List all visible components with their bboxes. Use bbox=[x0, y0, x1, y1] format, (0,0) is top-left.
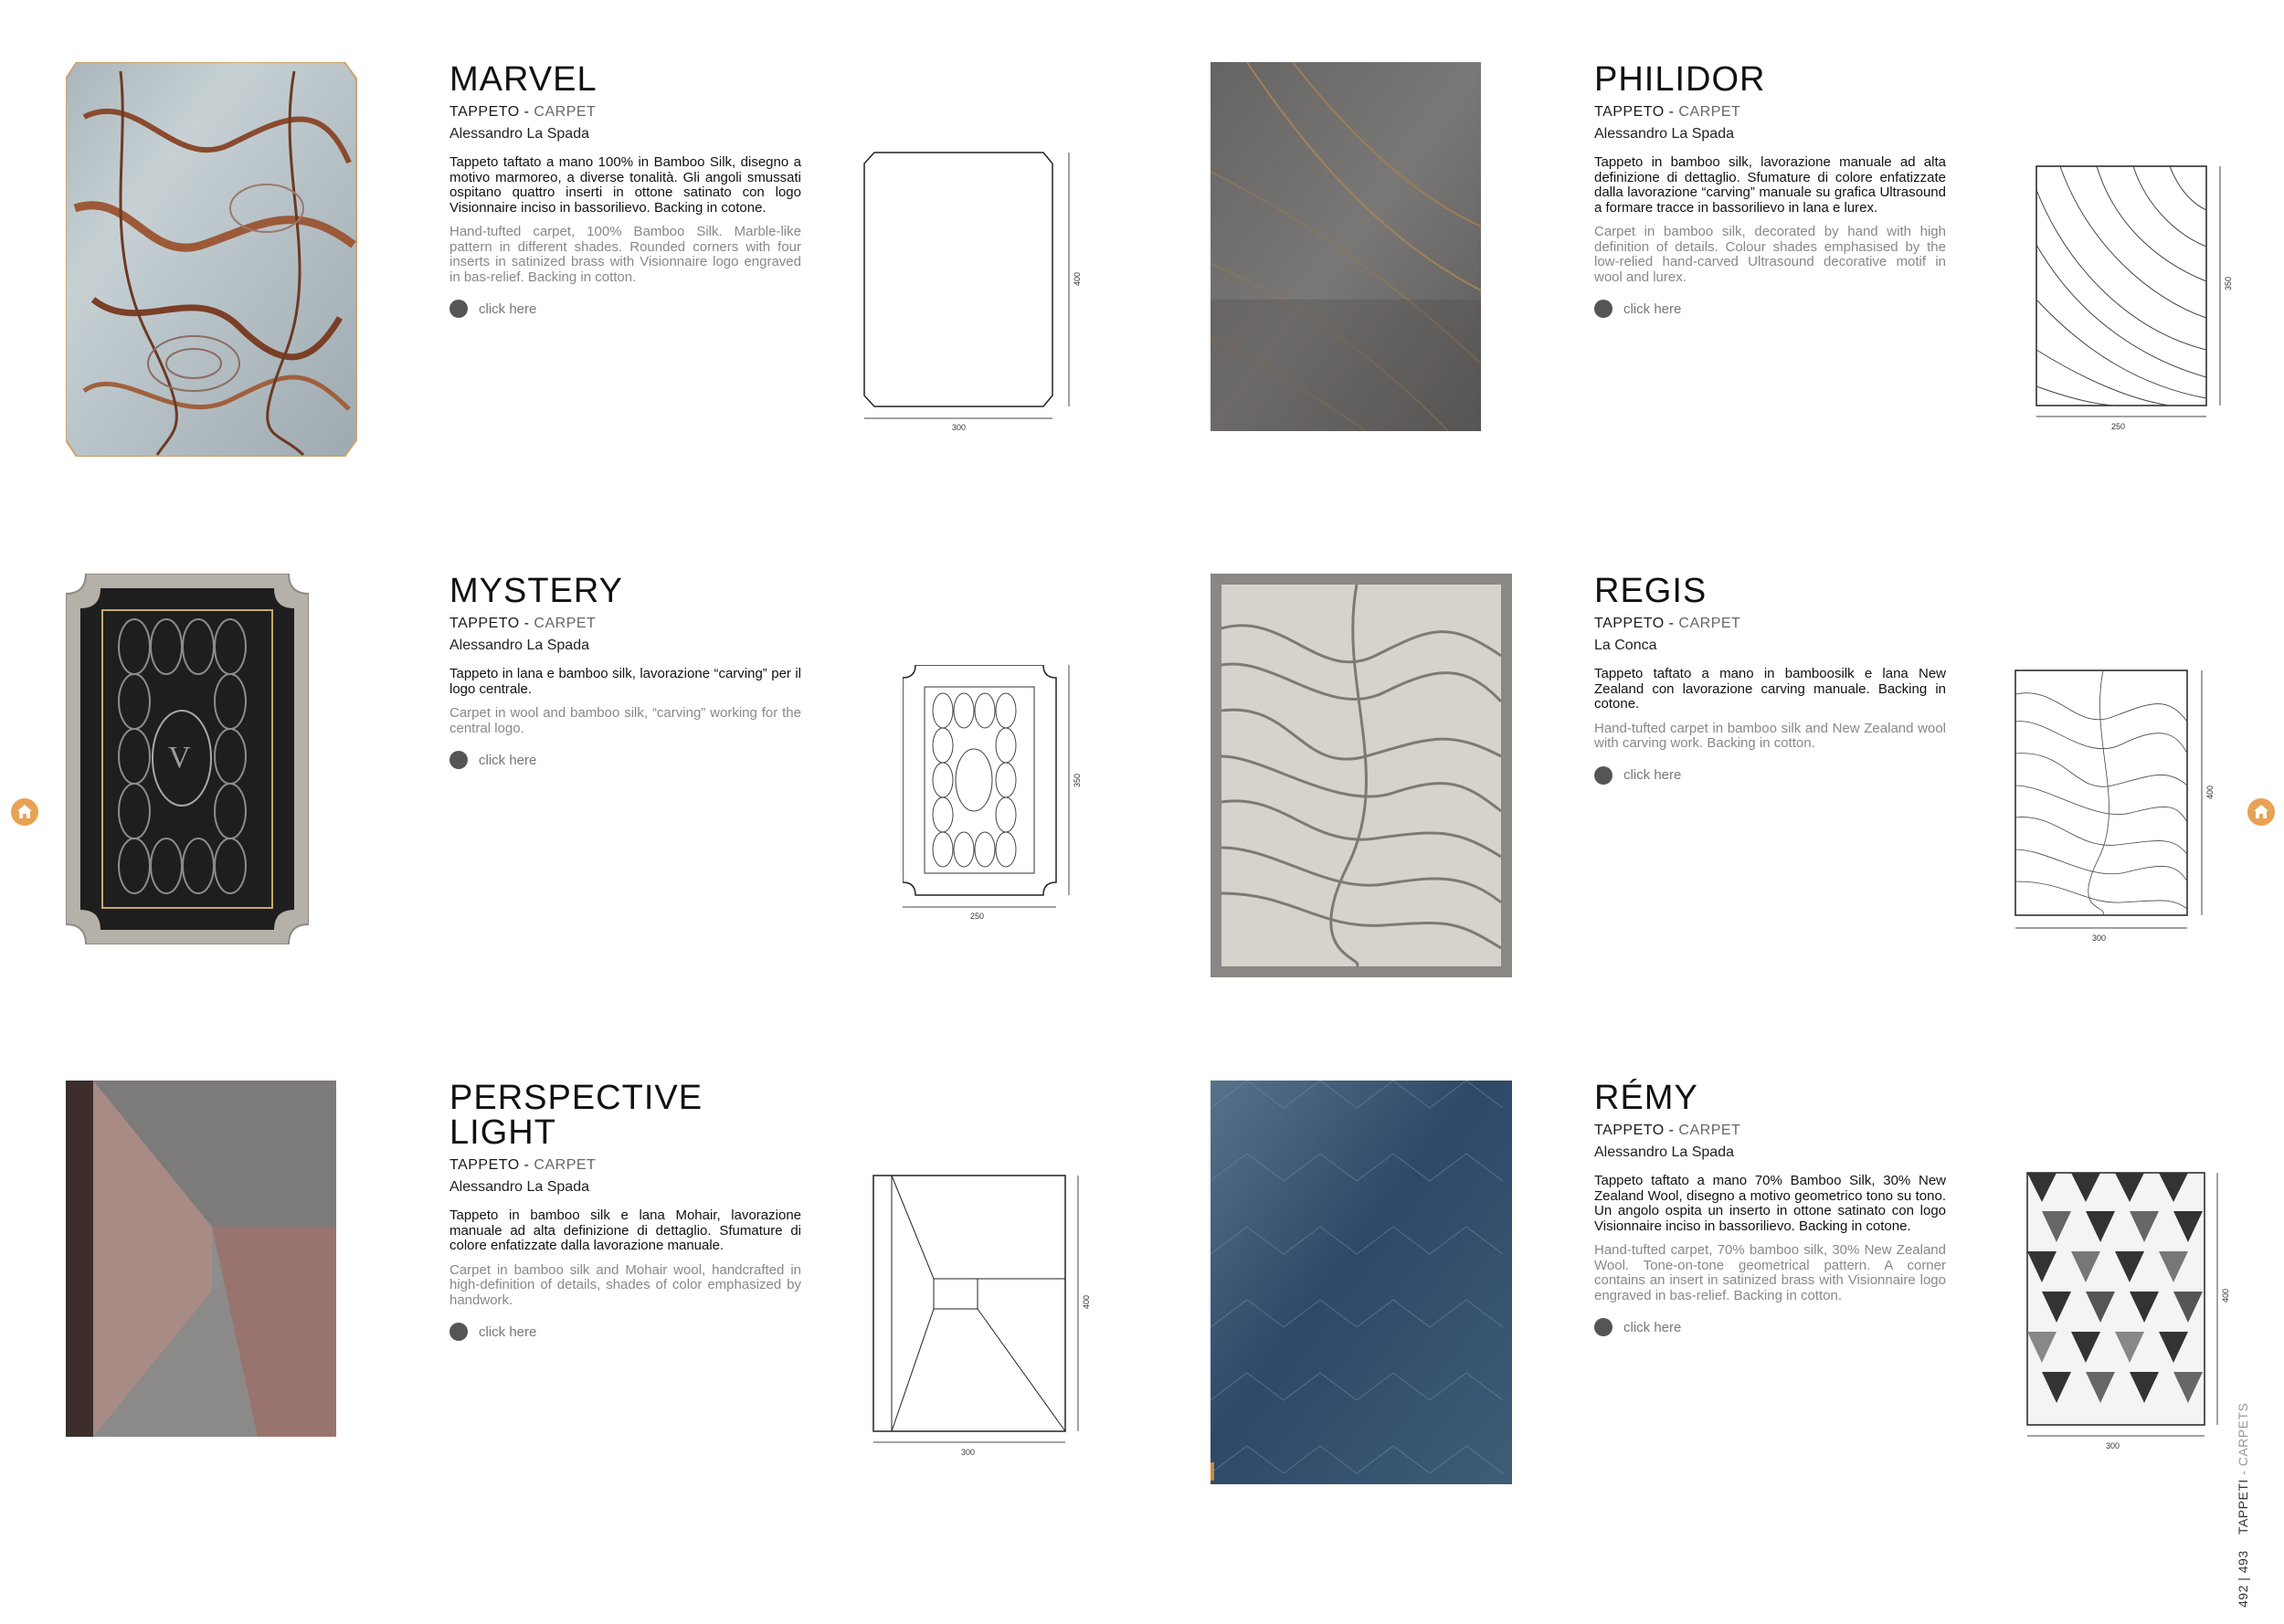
mystery-carpet-photo bbox=[66, 574, 309, 944]
dimension-height: 350 bbox=[1073, 773, 1082, 787]
philidor-technical-drawing bbox=[2033, 163, 2252, 437]
home-icon bbox=[2247, 798, 2275, 826]
svg-text:V: V bbox=[168, 741, 191, 775]
product-philidor bbox=[1211, 62, 2284, 501]
regis-info bbox=[1594, 574, 1946, 785]
product-title: PHILIDOR bbox=[1594, 60, 1766, 99]
dimension-height: 350 bbox=[2224, 276, 2233, 290]
product-type: TAPPETO - CARPET bbox=[1594, 1123, 1741, 1138]
dimension-height: 400 bbox=[2205, 785, 2215, 799]
product-marvel bbox=[66, 62, 1162, 501]
marvel-technical-drawing bbox=[861, 149, 1098, 441]
dimension-height: 400 bbox=[2221, 1288, 2230, 1302]
dimension-height: 400 bbox=[1082, 1294, 1091, 1309]
page-footer bbox=[2236, 1402, 2263, 1608]
click-here-link[interactable]: click here bbox=[1594, 1318, 1946, 1336]
section-italian: TAPPETI bbox=[2236, 1479, 2250, 1535]
product-title: MARVEL bbox=[449, 60, 597, 99]
dimension-width: 300 bbox=[2106, 1441, 2120, 1450]
product-type: TAPPETO - CARPET bbox=[449, 1157, 597, 1173]
click-here-link[interactable]: click here bbox=[1594, 766, 1946, 785]
description-italian: Tappeto in bamboo silk, lavorazione manuale ad alta definizione di dettaglio. Sfumature di colore enfatizzate dalla lavorazione “carving” manuale su grafica Ultrasound a formare tracce in bassorilievo in lana e lurex. bbox=[1594, 154, 1946, 216]
marvel-carpet-photo bbox=[66, 62, 358, 457]
remy-carpet-photo bbox=[1211, 1081, 1512, 1484]
link-dot-icon bbox=[1594, 766, 1613, 785]
product-title: MYSTERY bbox=[449, 572, 624, 610]
remy-info bbox=[1594, 1081, 1946, 1336]
product-mystery bbox=[66, 574, 1162, 1012]
product-title: RÉMY bbox=[1594, 1079, 1698, 1117]
dimension-width: 300 bbox=[961, 1448, 976, 1457]
marvel-info bbox=[449, 62, 801, 318]
link-dot-icon bbox=[449, 751, 468, 769]
product-type: TAPPETO - CARPET bbox=[1594, 616, 1741, 631]
remy-technical-drawing bbox=[2024, 1169, 2243, 1461]
product-perspective-light bbox=[66, 1081, 1162, 1519]
link-dot-icon bbox=[449, 1323, 468, 1341]
page-numbers: 492 | 493 bbox=[2236, 1550, 2250, 1608]
product-remy bbox=[1211, 1081, 2284, 1519]
home-button-left[interactable] bbox=[11, 798, 38, 826]
description-english: Hand-tufted carpet in bamboo silk and New Zealand wool with carving work. Backing in cotton. bbox=[1594, 720, 1946, 751]
dimension-width: 300 bbox=[2092, 933, 2107, 943]
dimension-width: 250 bbox=[970, 912, 985, 921]
description-english: Carpet in wool and bamboo silk, “carving” working for the central logo. bbox=[449, 705, 801, 736]
mystery-technical-drawing bbox=[903, 665, 1104, 930]
product-regis bbox=[1211, 574, 2284, 1012]
product-title: PERSPECTIVE LIGHT bbox=[449, 1079, 703, 1152]
description-english: Hand-tufted carpet, 70% bamboo silk, 30% New Zealand Wool. Tone-on-tone geometrical pattern. A corner contains an insert in satinized brass with Visionnaire logo engraved in bas-relief. Backing in cotton. bbox=[1594, 1242, 1946, 1303]
dimension-width: 250 bbox=[2111, 422, 2126, 431]
product-designer: Alessandro La Spada bbox=[449, 638, 589, 653]
perspective-light-info bbox=[449, 1081, 801, 1341]
dimension-height: 400 bbox=[1073, 271, 1082, 286]
product-designer: Alessandro La Spada bbox=[1594, 126, 1734, 142]
home-icon bbox=[11, 798, 38, 826]
description-english: Hand-tufted carpet, 100% Bamboo Silk. Marble-like pattern in different shades. Rounded corners with four inserts in satinized brass with Visionnaire logo engraved in bas-relief. Backing in cotton. bbox=[449, 224, 801, 285]
section-english: CARPETS bbox=[2236, 1402, 2250, 1467]
link-dot-icon bbox=[1594, 300, 1613, 318]
philidor-carpet-photo bbox=[1211, 62, 1481, 431]
perspective-light-carpet-photo bbox=[66, 1081, 336, 1437]
description-italian: Tappeto in bamboo silk e lana Mohair, lavorazione manuale ad alta definizione di dettaglio. Sfumature di colore enfatizzate dalla lavorazione manuale. bbox=[449, 1207, 801, 1253]
mystery-info bbox=[449, 574, 801, 769]
link-dot-icon bbox=[449, 300, 468, 318]
product-designer: Alessandro La Spada bbox=[449, 1179, 589, 1195]
description-italian: Tappeto taftato a mano in bamboosilk e lana New Zealand con lavorazione carving manuale. Backing in cotone. bbox=[1594, 666, 1946, 712]
product-type: TAPPETO - CARPET bbox=[449, 616, 597, 631]
regis-carpet-photo bbox=[1211, 574, 1512, 977]
product-type: TAPPETO - CARPET bbox=[1594, 104, 1741, 120]
description-italian: Tappeto taftato a mano 70% Bamboo Silk, 30% New Zealand Wool, disegno a motivo geometrico tono su tono. Un angolo ospita un inserto in ottone satinato con logo Visionnaire inciso in bassorilievo. Backing in cotone. bbox=[1594, 1173, 1946, 1234]
click-here-link[interactable]: click here bbox=[449, 751, 801, 769]
description-italian: Tappeto taftato a mano 100% in Bamboo Silk, disegno a motivo marmoreo, a diverse tonalità. Gli angoli smussati ospitano quattro inserti in ottone satinato con logo Visionnaire inciso in bassorilievo. Backing in cotone. bbox=[449, 154, 801, 216]
philidor-info bbox=[1594, 62, 1946, 318]
dimension-width: 300 bbox=[952, 423, 967, 432]
product-designer: Alessandro La Spada bbox=[449, 126, 589, 142]
link-dot-icon bbox=[1594, 1318, 1613, 1336]
click-here-link[interactable]: click here bbox=[1594, 300, 1946, 318]
perspective-light-technical-drawing bbox=[870, 1172, 1098, 1464]
footer-text: 492 | 493 TAPPETI - CARPETS bbox=[2236, 1402, 2250, 1608]
description-italian: Tappeto in lana e bamboo silk, lavorazione “carving” per il logo centrale. bbox=[449, 666, 801, 697]
click-here-link[interactable]: click here bbox=[449, 1323, 801, 1341]
product-designer: Alessandro La Spada bbox=[1594, 1144, 1734, 1160]
home-button-right[interactable] bbox=[2247, 798, 2275, 826]
click-here-link[interactable]: click here bbox=[449, 300, 801, 318]
product-designer: La Conca bbox=[1594, 638, 1657, 653]
description-english: Carpet in bamboo silk and Mohair wool, handcrafted in high-definition of details, shades of color emphasized by handwork. bbox=[449, 1261, 801, 1308]
product-title: REGIS bbox=[1594, 572, 1708, 610]
description-english: Carpet in bamboo silk, decorated by hand with high definition of details. Colour shades emphasised by the low-relied hand-carved Ultrasound decorative motif in wool and lurex. bbox=[1594, 224, 1946, 285]
regis-technical-drawing bbox=[2012, 667, 2231, 959]
product-type: TAPPETO - CARPET bbox=[449, 104, 597, 120]
